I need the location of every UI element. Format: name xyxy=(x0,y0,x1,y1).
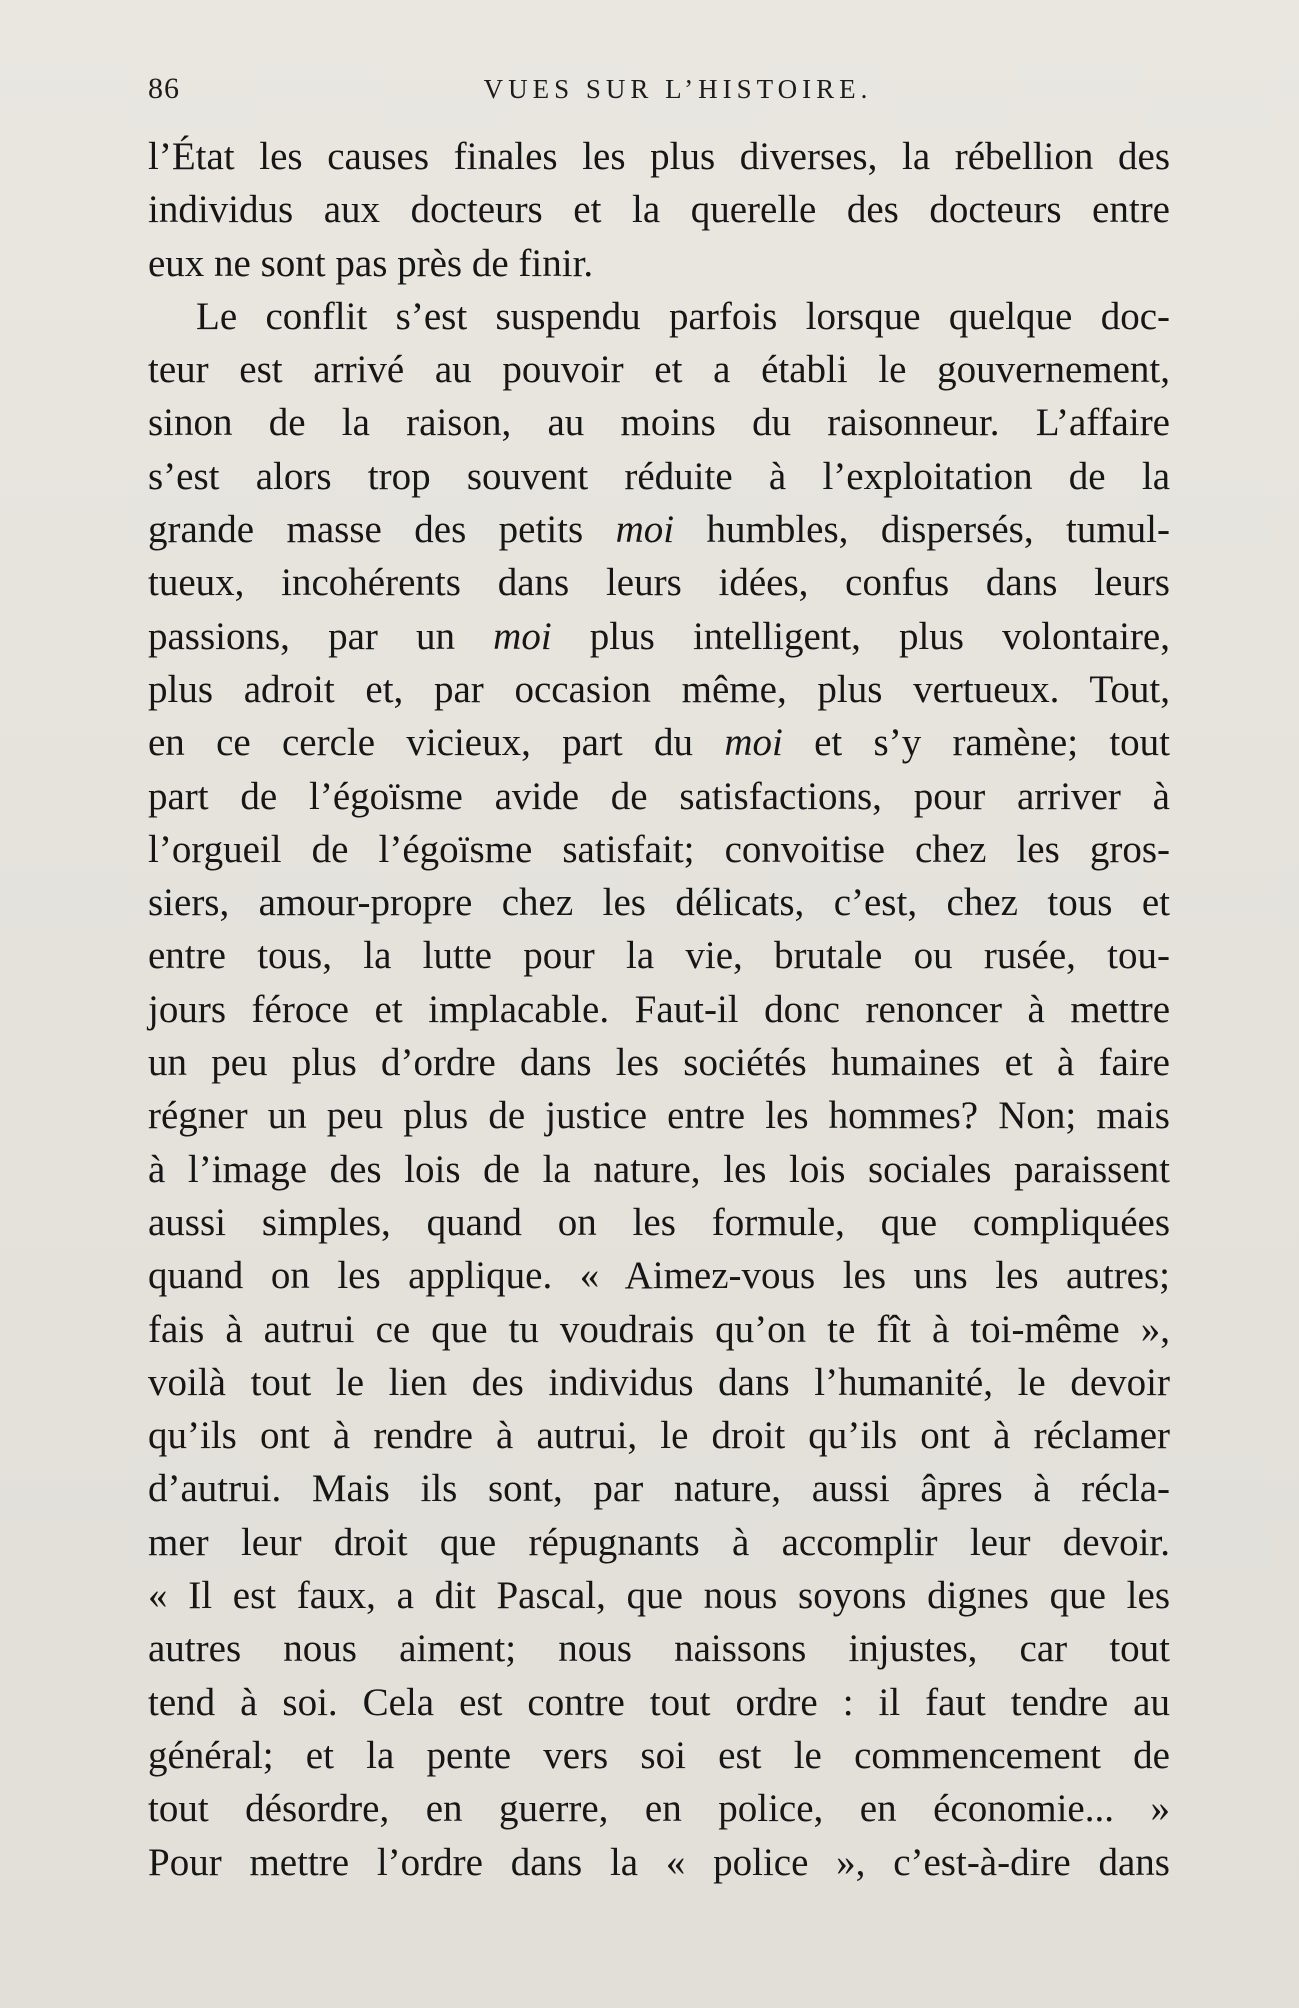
text-segment: à l’image des lois de la nature, les lois sociales paraissent xyxy=(148,1147,1170,1191)
text-line xyxy=(148,1782,1170,1835)
body-text xyxy=(148,130,1170,1889)
text-line xyxy=(148,183,1170,236)
text-line xyxy=(148,1676,1170,1729)
text-segment: siers, amour-propre chez les délicats, c’est, chez tous et xyxy=(148,881,1170,925)
text-segment: « Il est faux, a dit Pascal, que nous soyons dignes que les xyxy=(148,1574,1170,1618)
text-line xyxy=(148,1622,1170,1675)
text-segment: s’est alors trop souvent réduite à l’exploitation de la xyxy=(148,454,1170,498)
text-segment: un peu plus d’ordre dans les sociétés humaines et à faire xyxy=(148,1041,1170,1085)
text-line xyxy=(148,343,1170,396)
text-segment: d’autrui. Mais ils sont, par nature, aussi âpres à récla- xyxy=(148,1467,1170,1511)
text-line xyxy=(148,1516,1170,1569)
italic-word: moi xyxy=(724,721,783,765)
text-line xyxy=(148,1836,1170,1889)
page-number: 86 xyxy=(148,72,180,105)
text-line xyxy=(148,503,1170,556)
text-line xyxy=(148,610,1170,663)
text-line xyxy=(148,663,1170,716)
text-line xyxy=(148,876,1170,929)
text-segment: l’État les causes finales les plus diverses, la rébellion des xyxy=(148,135,1170,178)
text-line xyxy=(148,770,1170,823)
text-segment: passions, par un xyxy=(148,614,494,658)
text-segment: qu’ils ont à rendre à autrui, le droit qu’ils ont à réclamer xyxy=(148,1414,1170,1458)
text-line xyxy=(148,450,1170,503)
text-segment: jours féroce et implacable. Faut-il donc renoncer à mettre xyxy=(148,987,1170,1031)
text-line xyxy=(148,237,1170,290)
text-segment: eux ne sont pas près de finir. xyxy=(148,241,594,285)
text-line xyxy=(148,1729,1170,1782)
running-title: VUES SUR L’HISTOIRE. xyxy=(483,74,873,104)
text-segment: individus aux docteurs et la querelle des docteurs entre xyxy=(148,188,1170,232)
text-line xyxy=(148,1569,1170,1622)
text-line xyxy=(148,1356,1170,1409)
italic-word: moi xyxy=(615,508,675,552)
text-line xyxy=(148,1462,1170,1515)
text-segment: tout désordre, en guerre, en police, en économie... » xyxy=(148,1787,1170,1831)
text-segment: plus adroit et, par occasion même, plus vertueux. Tout, xyxy=(148,667,1170,711)
text-segment: entre tous, la lutte pour la vie, brutale ou rusée, tou- xyxy=(148,934,1170,978)
text-line xyxy=(148,1303,1170,1356)
text-segment: quand on les applique. « Aimez-vous les uns les autres; xyxy=(148,1254,1170,1298)
text-line xyxy=(148,716,1170,769)
text-line xyxy=(148,290,1170,343)
text-line xyxy=(148,130,1170,183)
text-segment: régner un peu plus de justice entre les hommes? Non; mais xyxy=(148,1094,1170,1138)
text-segment: voilà tout le lien des individus dans l’humanité, le devoir xyxy=(148,1360,1170,1404)
text-segment: tueux, incohérents dans leurs idées, confus dans leurs xyxy=(148,561,1170,605)
text-line xyxy=(148,1249,1170,1302)
text-segment: l’orgueil de l’égoïsme satisfait; convoitise chez les gros- xyxy=(148,827,1170,871)
text-segment: et s’y ramène; tout xyxy=(782,721,1170,765)
text-segment: fais à autrui ce que tu voudrais qu’on te fît à toi-même », xyxy=(148,1307,1170,1351)
text-line xyxy=(148,1409,1170,1462)
text-segment: plus intelligent, plus volontaire, xyxy=(551,614,1170,658)
text-segment: sinon de la raison, au moins du raisonneur. L’affaire xyxy=(148,401,1170,445)
text-segment: mer leur droit que répugnants à accomplir leur devoir. xyxy=(148,1520,1170,1564)
text-line xyxy=(148,983,1170,1036)
text-line xyxy=(148,929,1170,982)
running-head xyxy=(148,72,1168,112)
text-line xyxy=(148,396,1170,449)
text-segment: part de l’égoïsme avide de satisfactions, pour arriver à xyxy=(148,774,1170,818)
text-segment: général; et la pente vers soi est le commencement de xyxy=(148,1733,1170,1777)
italic-word: moi xyxy=(493,614,552,658)
text-segment: en ce cercle vicieux, part du xyxy=(148,721,725,765)
text-line xyxy=(148,556,1170,609)
text-segment: humbles, dispersés, tumul- xyxy=(674,508,1170,552)
text-segment: teur est arrivé au pouvoir et a établi le gouvernement, xyxy=(148,348,1170,392)
text-line xyxy=(148,1143,1170,1196)
text-segment: Pour mettre l’ordre dans la « police », c’est-à-dire dans xyxy=(148,1840,1170,1884)
text-line xyxy=(148,1089,1170,1142)
text-segment: autres nous aiment; nous naissons injustes, car tout xyxy=(148,1627,1170,1671)
text-segment: Le conflit s’est suspendu parfois lorsque quelque doc- xyxy=(196,294,1170,338)
text-segment: tend à soi. Cela est contre tout ordre : il faut tendre au xyxy=(148,1680,1170,1724)
text-segment: grande masse des petits xyxy=(148,508,616,552)
text-line xyxy=(148,1196,1170,1249)
text-line xyxy=(148,1036,1170,1089)
text-line xyxy=(148,823,1170,876)
text-segment: aussi simples, quand on les formule, que compliquées xyxy=(148,1200,1170,1244)
